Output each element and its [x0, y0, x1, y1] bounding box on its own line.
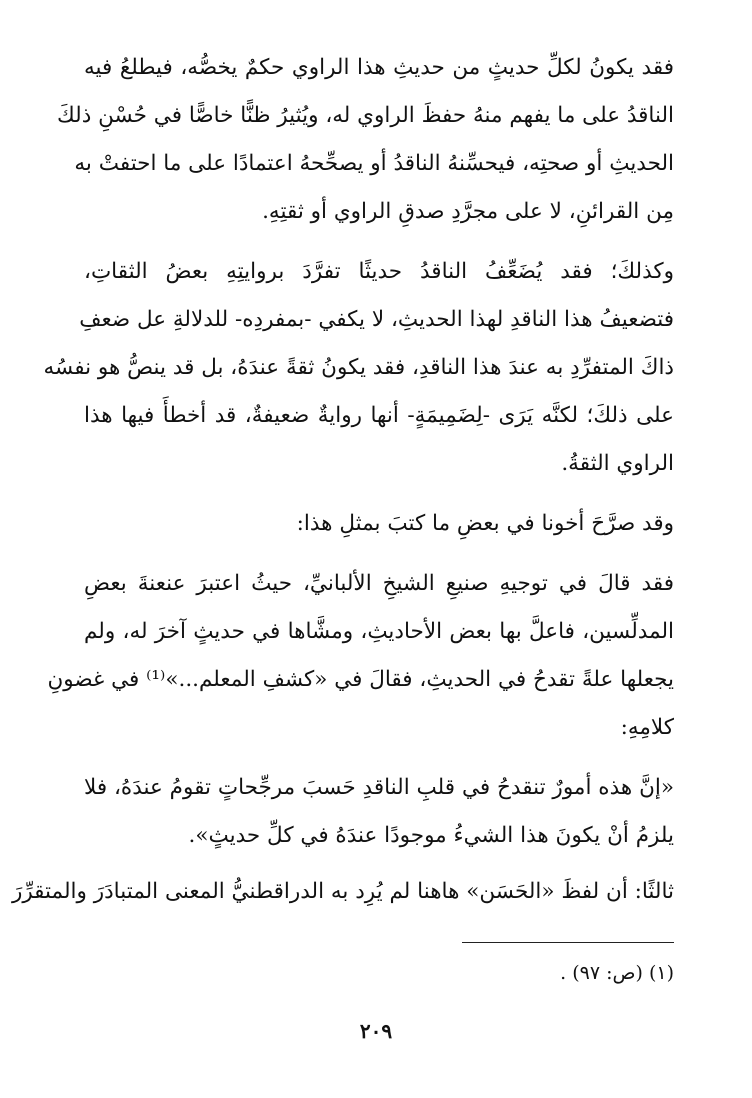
body-line-8: على ذلكَ؛ لكنَّه يَرَى -لِضَمِيمَةٍ- أنها روايةٌ ضعيفةٌ، قد أخطأَ فيها هذا [84, 403, 674, 428]
body-line-15: «إنَّ هذه أمورٌ تنقدحُ في قلبِ الناقدِ حَسبَ مرجِّحاتٍ تقومُ عندَهُ، فلا [84, 775, 674, 800]
body-line-11: فقد قالَ في توجيهِ صنيعِ الشيخِ الألبانيِّ، حيثُ اعتبرَ عنعنةَ بعضِ [84, 571, 674, 596]
footnote-divider [462, 942, 674, 943]
body-line-1: فقد يكونُ لكلِّ حديثٍ من حديثِ هذا الراوي حكمٌ يخصُّه، فيطلعُ فيه [84, 55, 674, 80]
body-line-9: الراوي الثقةُ. [561, 451, 674, 476]
body-line-3: الحديثِ أو صحتِه، فيحسِّنهُ الناقدُ أو يصحِّحهُ اعتمادًا على ما احتفتْ به [74, 151, 674, 176]
body-line-17: ثالثًا: أن لفظَ «الحَسَن» هاهنا لم يُرِد به الدراقطنيُّ المعنى المتبادَرَ والمتقرِّرَ [11, 879, 674, 904]
body-line-2: الناقدُ على ما يفهم منهُ حفظَ الراوي له، ويُثيرُ ظنًّا خاصًّا في حُسْنِ ذلكَ [57, 103, 674, 128]
page-number: ٢٠٩ [359, 1019, 393, 1043]
body-line-4: مِن القرائنِ، لا على مجرَّدِ صدقِ الراوي أو ثقتِهِ. [262, 199, 674, 224]
body-line-13: يجعلها علةً تقدحُ في الحديثِ، فقالَ في «كشفِ المعلم...»⁽¹⁾ في غضونِ [47, 667, 674, 692]
body-line-10: وقد صرَّحَ أخونا في بعضِ ما كتبَ بمثلِ هذا: [296, 511, 674, 536]
body-line-6: فتضعيفُ هذا الناقدِ لهذا الحديثِ، لا يكفي -بمفردِه- للدلالةِ عل ضعفِ [79, 307, 674, 332]
body-line-7: ذاكَ المتفرِّدِ به عندَ هذا الناقدِ، فقد يكونُ ثقةً عندَهُ، بل قد ينصُّ هو نفسُه [43, 355, 674, 380]
body-line-5: وكذلكَ؛ فقد يُضَعِّفُ الناقدُ حديثًا تفرَّدَ بروايتِهِ بعضُ الثقاتِ، [84, 259, 674, 284]
body-line-14: كلامِهِ: [620, 715, 674, 740]
body-line-12: المدلِّسين، فاعلَّ بها بعض الأحاديثِ، ومشَّاها في حديثٍ آخرَ له، ولم [84, 619, 674, 644]
body-line-16: يلزمُ أنْ يكونَ هذا الشيءُ موجودًا عندَهُ في كلِّ حديثٍ». [188, 823, 674, 848]
footnote: (١) (ص: ٩٧) . [560, 962, 674, 984]
